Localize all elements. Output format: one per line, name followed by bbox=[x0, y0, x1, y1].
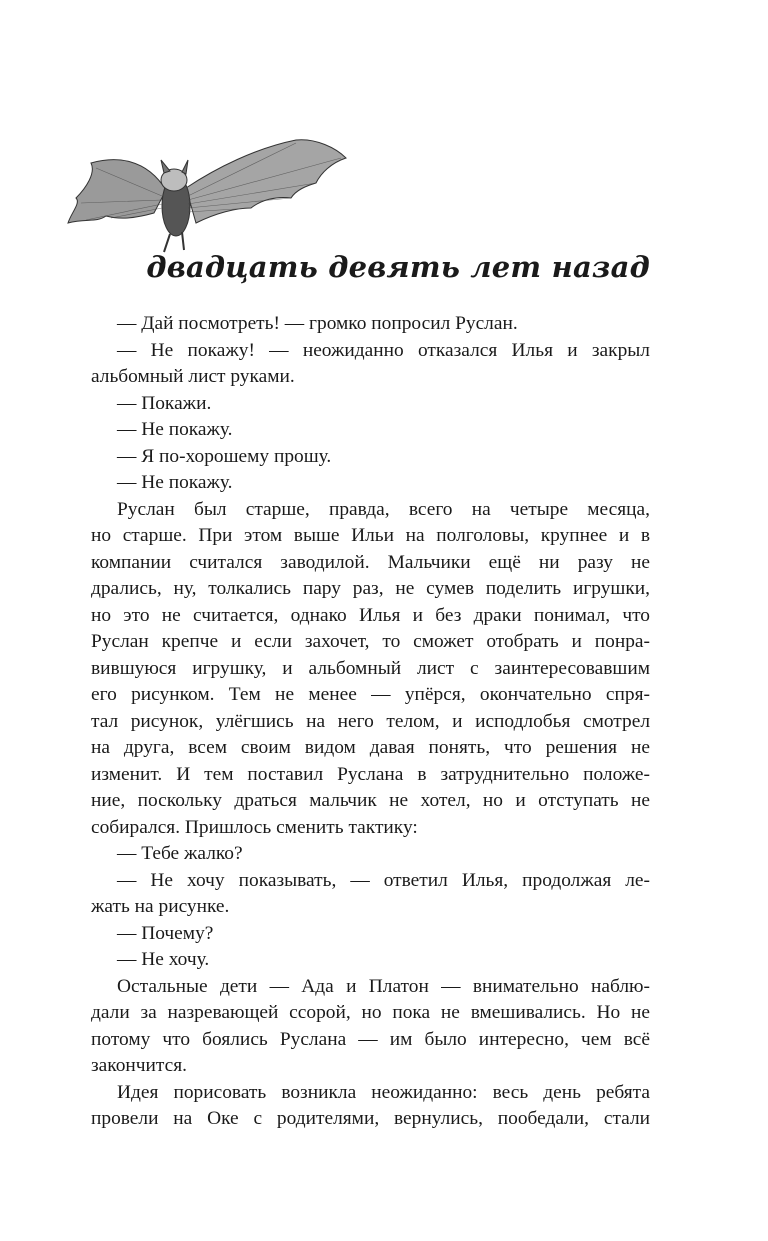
text-line: но это не считается, однако Илья и без драки понимал, что bbox=[91, 604, 650, 626]
text-line: закончится. bbox=[91, 1055, 187, 1076]
text-line: — Не покажу. bbox=[117, 472, 233, 493]
text-line: дали за назревающей ссорой, но пока не вмешивались. Но не bbox=[91, 1002, 650, 1023]
text-line: тал рисунок, улёгшись на него телом, и исподлобья смотрел bbox=[91, 710, 650, 732]
text-line: дрались, ну, толкались пару раз, не сумев поделить игрушки, bbox=[91, 578, 650, 599]
text-line: альбомный лист руками. bbox=[91, 366, 295, 387]
text-line: вившуюся игрушку, и альбомный лист с заинтересовавшим bbox=[91, 657, 650, 679]
text-line: на друга, всем своим видом давая понять, что решения не bbox=[91, 737, 650, 758]
text-line: — Тебе жалко? bbox=[117, 843, 243, 864]
text-line: Руслан был старше, правда, всего на четыре месяца, bbox=[117, 498, 650, 520]
text-line: — Не хочу показывать, — ответил Илья, продолжая ле- bbox=[117, 869, 650, 891]
body-text bbox=[91, 311, 650, 1133]
text-line: провели на Оке с родителями, вернулись, пообедали, стали bbox=[91, 1108, 650, 1129]
text-line: Руслан крепче и если захочет, то сможет отобрать и понра- bbox=[91, 631, 650, 652]
text-line: — Дай посмотреть! — громко попросил Руслан. bbox=[117, 313, 518, 334]
text-line: компании считался заводилой. Мальчики ещё ни разу не bbox=[91, 551, 650, 573]
chapter-title: двадцать девять лет назад bbox=[146, 250, 650, 284]
text-line: Идея порисовать возникла неожиданно: весь день ребята bbox=[117, 1081, 650, 1103]
bat-illustration bbox=[66, 128, 356, 258]
text-line: жать на рисунке. bbox=[91, 896, 230, 917]
text-line: Остальные дети — Ада и Платон — внимательно наблю- bbox=[117, 975, 650, 997]
text-line: его рисунком. Тем не менее — упёрся, окончательно спря- bbox=[91, 684, 650, 705]
text-line: — Не покажу. bbox=[117, 419, 233, 440]
text-line: но старше. При этом выше Ильи на полголовы, крупнее и в bbox=[91, 525, 650, 546]
text-line: — Не покажу! — неожиданно отказался Илья и закрыл bbox=[117, 339, 650, 361]
text-line: изменит. И тем поставил Руслана в затруднительно положе- bbox=[91, 763, 650, 785]
text-line: — Почему? bbox=[117, 922, 214, 944]
text-line: — Не хочу. bbox=[117, 949, 210, 970]
text-line: ние, поскольку драться мальчик не хотел, но и отступать не bbox=[91, 790, 650, 811]
text-line: — Я по-хорошему прошу. bbox=[117, 445, 332, 467]
text-line: потому что боялись Руслана — им было интересно, чем всё bbox=[91, 1028, 650, 1050]
text-line: — Покажи. bbox=[117, 392, 212, 414]
text-line: собирался. Пришлось сменить тактику: bbox=[91, 816, 418, 838]
